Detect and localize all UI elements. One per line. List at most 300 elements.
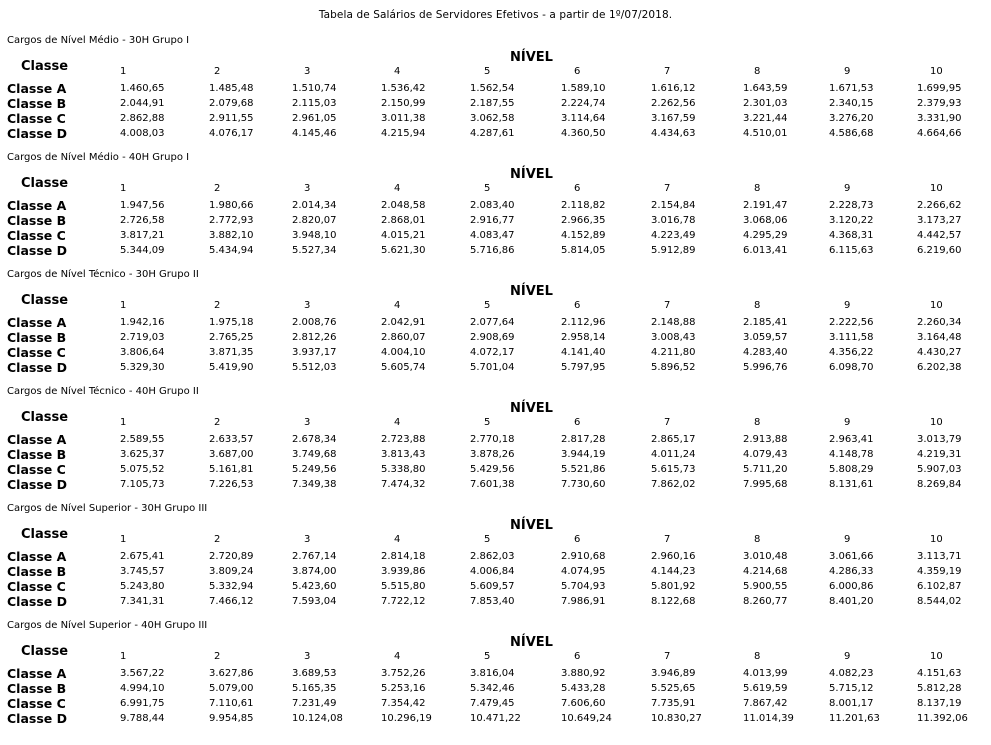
class-label: Classe A xyxy=(7,432,67,447)
salary-cell: 2.911,55 xyxy=(209,113,254,124)
class-label: Classe B xyxy=(7,96,67,111)
salary-cell: 5.342,46 xyxy=(470,683,515,694)
salary-cell: 5.512,03 xyxy=(292,362,337,373)
salary-cell: 6.991,75 xyxy=(120,698,165,709)
salary-cell: 2.910,68 xyxy=(561,551,606,562)
salary-cell: 4.510,01 xyxy=(743,128,788,139)
classe-header: Classe xyxy=(21,59,69,74)
salary-cell: 5.075,52 xyxy=(120,464,165,475)
class-label: Classe A xyxy=(7,549,67,564)
level-number: 8 xyxy=(754,66,761,77)
salary-cell: 2.048,58 xyxy=(381,200,426,211)
salary-cell: 4.286,33 xyxy=(829,566,874,577)
salary-cell: 1.485,48 xyxy=(209,83,254,94)
salary-cell: 7.601,38 xyxy=(470,479,515,490)
level-number: 10 xyxy=(930,300,943,311)
salary-section xyxy=(0,152,991,269)
level-number: 9 xyxy=(844,183,851,194)
salary-cell: 6.013,41 xyxy=(743,245,788,256)
salary-cell: 2.148,88 xyxy=(651,317,696,328)
class-label: Classe D xyxy=(7,360,67,375)
page-title: Tabela de Salários de Servidores Efetivos - a partir de 1º/07/2018. xyxy=(318,9,673,21)
salary-section xyxy=(0,620,991,737)
salary-cell: 5.243,80 xyxy=(120,581,165,592)
salary-cell: 7.231,49 xyxy=(292,698,337,709)
salary-cell: 2.191,47 xyxy=(743,200,788,211)
table-row xyxy=(0,243,991,258)
salary-cell: 3.111,58 xyxy=(829,332,874,343)
salary-cell: 4.223,49 xyxy=(651,230,696,241)
salary-cell: 5.329,30 xyxy=(120,362,165,373)
salary-cell: 3.937,17 xyxy=(292,347,337,358)
salary-cell: 4.214,68 xyxy=(743,566,788,577)
salary-cell: 1.616,12 xyxy=(651,83,696,94)
salary-cell: 2.719,03 xyxy=(120,332,165,343)
classe-header: Classe xyxy=(21,293,69,308)
salary-cell: 7.354,42 xyxy=(381,698,426,709)
salary-cell: 7.105,73 xyxy=(120,479,165,490)
salary-cell: 5.900,55 xyxy=(743,581,788,592)
salary-cell: 5.429,56 xyxy=(470,464,515,475)
salary-cell: 3.806,64 xyxy=(120,347,165,358)
salary-cell: 2.077,64 xyxy=(470,317,515,328)
level-number: 2 xyxy=(214,417,221,428)
level-number: 4 xyxy=(394,183,401,194)
classe-header: Classe xyxy=(21,176,69,191)
salary-cell: 7.853,40 xyxy=(470,596,515,607)
salary-cell: 10.649,24 xyxy=(561,713,612,724)
salary-cell: 3.871,35 xyxy=(209,347,254,358)
level-number: 6 xyxy=(574,183,581,194)
salary-cell: 2.044,91 xyxy=(120,98,165,109)
salary-cell: 5.515,80 xyxy=(381,581,426,592)
salary-cell: 4.011,24 xyxy=(651,449,696,460)
salary-cell: 3.061,66 xyxy=(829,551,874,562)
salary-cell: 7.474,32 xyxy=(381,479,426,490)
salary-cell: 3.010,48 xyxy=(743,551,788,562)
salary-cell: 5.253,16 xyxy=(381,683,426,694)
salary-cell: 5.812,28 xyxy=(917,683,962,694)
salary-cell: 3.882,10 xyxy=(209,230,254,241)
salary-cell: 4.152,89 xyxy=(561,230,606,241)
salary-section xyxy=(0,503,991,620)
nivel-header: NÍVEL xyxy=(510,518,553,533)
table-row xyxy=(0,579,991,594)
salary-cell: 1.980,66 xyxy=(209,200,254,211)
table-row xyxy=(0,126,991,141)
salary-cell: 2.118,82 xyxy=(561,200,606,211)
salary-cell: 10.296,19 xyxy=(381,713,432,724)
salary-cell: 10.830,27 xyxy=(651,713,702,724)
salary-cell: 4.442,57 xyxy=(917,230,962,241)
class-label: Classe C xyxy=(7,111,66,126)
level-number: 1 xyxy=(120,417,127,428)
salary-cell: 4.082,23 xyxy=(829,668,874,679)
level-number: 8 xyxy=(754,183,761,194)
salary-cell: 3.120,22 xyxy=(829,215,874,226)
salary-cell: 5.996,76 xyxy=(743,362,788,373)
salary-cell: 4.145,46 xyxy=(292,128,337,139)
table-row xyxy=(0,477,991,492)
salary-cell: 2.187,55 xyxy=(470,98,515,109)
salary-cell: 5.332,94 xyxy=(209,581,254,592)
level-number: 9 xyxy=(844,534,851,545)
section-title: Cargos de Nível Médio - 40H Grupo I xyxy=(7,152,190,163)
salary-cell: 5.609,57 xyxy=(470,581,515,592)
salary-cell: 2.865,17 xyxy=(651,434,696,445)
table-row xyxy=(0,198,991,213)
level-number: 10 xyxy=(930,183,943,194)
table-row xyxy=(0,345,991,360)
level-number: 4 xyxy=(394,300,401,311)
nivel-header: NÍVEL xyxy=(510,635,553,650)
table-row xyxy=(0,666,991,681)
salary-cell: 3.113,71 xyxy=(917,551,962,562)
salary-cell: 4.141,40 xyxy=(561,347,606,358)
salary-cell: 7.722,12 xyxy=(381,596,426,607)
class-label: Classe B xyxy=(7,330,67,345)
salary-cell: 3.011,38 xyxy=(381,113,426,124)
level-number: 3 xyxy=(304,66,311,77)
salary-cell: 8.260,77 xyxy=(743,596,788,607)
class-label: Classe A xyxy=(7,666,67,681)
salary-cell: 5.619,59 xyxy=(743,683,788,694)
salary-cell: 2.913,88 xyxy=(743,434,788,445)
class-label: Classe B xyxy=(7,564,67,579)
salary-cell: 2.079,68 xyxy=(209,98,254,109)
level-number: 10 xyxy=(930,534,943,545)
salary-cell: 2.958,14 xyxy=(561,332,606,343)
level-number: 9 xyxy=(844,300,851,311)
salary-cell: 5.715,12 xyxy=(829,683,874,694)
salary-cell: 3.816,04 xyxy=(470,668,515,679)
salary-cell: 5.814,05 xyxy=(561,245,606,256)
salary-cell: 2.726,58 xyxy=(120,215,165,226)
salary-cell: 2.770,18 xyxy=(470,434,515,445)
level-number: 7 xyxy=(664,300,671,311)
salary-cell: 8.401,20 xyxy=(829,596,874,607)
nivel-header: NÍVEL xyxy=(510,50,553,65)
salary-cell: 4.368,31 xyxy=(829,230,874,241)
salary-cell: 5.615,73 xyxy=(651,464,696,475)
level-number: 6 xyxy=(574,534,581,545)
salary-cell: 5.338,80 xyxy=(381,464,426,475)
table-row xyxy=(0,111,991,126)
level-number: 7 xyxy=(664,417,671,428)
salary-cell: 3.813,43 xyxy=(381,449,426,460)
level-number: 6 xyxy=(574,66,581,77)
salary-cell: 5.801,92 xyxy=(651,581,696,592)
class-label: Classe A xyxy=(7,315,67,330)
salary-cell: 3.817,21 xyxy=(120,230,165,241)
level-number: 2 xyxy=(214,66,221,77)
salary-cell: 4.144,23 xyxy=(651,566,696,577)
level-number: 8 xyxy=(754,300,761,311)
salary-cell: 3.627,86 xyxy=(209,668,254,679)
salary-cell: 4.359,19 xyxy=(917,566,962,577)
salary-cell: 5.165,35 xyxy=(292,683,337,694)
salary-cell: 2.185,41 xyxy=(743,317,788,328)
salary-cell: 4.015,21 xyxy=(381,230,426,241)
level-number: 9 xyxy=(844,651,851,662)
level-number: 8 xyxy=(754,534,761,545)
salary-cell: 2.678,34 xyxy=(292,434,337,445)
salary-cell: 10.124,08 xyxy=(292,713,343,724)
section-title: Cargos de Nível Técnico - 30H Grupo II xyxy=(7,269,199,280)
salary-cell: 5.423,60 xyxy=(292,581,337,592)
classe-header: Classe xyxy=(21,410,69,425)
salary-cell: 1.536,42 xyxy=(381,83,426,94)
salary-cell: 7.606,60 xyxy=(561,698,606,709)
salary-cell: 5.249,56 xyxy=(292,464,337,475)
table-row xyxy=(0,213,991,228)
level-number: 10 xyxy=(930,651,943,662)
salary-cell: 2.916,77 xyxy=(470,215,515,226)
class-label: Classe C xyxy=(7,345,66,360)
salary-cell: 5.896,52 xyxy=(651,362,696,373)
level-number: 3 xyxy=(304,417,311,428)
salary-cell: 7.735,91 xyxy=(651,698,696,709)
salary-cell: 2.083,40 xyxy=(470,200,515,211)
salary-cell: 6.102,87 xyxy=(917,581,962,592)
salary-cell: 1.460,65 xyxy=(120,83,165,94)
salary-cell: 4.586,68 xyxy=(829,128,874,139)
class-label: Classe C xyxy=(7,462,66,477)
salary-cell: 2.961,05 xyxy=(292,113,337,124)
salary-cell: 1.643,59 xyxy=(743,83,788,94)
level-number: 5 xyxy=(484,651,491,662)
table-row xyxy=(0,549,991,564)
nivel-header: NÍVEL xyxy=(510,284,553,299)
salary-cell: 5.907,03 xyxy=(917,464,962,475)
salary-cell: 3.752,26 xyxy=(381,668,426,679)
level-number: 6 xyxy=(574,300,581,311)
salary-cell: 1.699,95 xyxy=(917,83,962,94)
salary-cell: 8.269,84 xyxy=(917,479,962,490)
level-number: 4 xyxy=(394,66,401,77)
level-number: 4 xyxy=(394,651,401,662)
level-number: 1 xyxy=(120,300,127,311)
section-title: Cargos de Nível Técnico - 40H Grupo II xyxy=(7,386,199,397)
salary-cell: 3.689,53 xyxy=(292,668,337,679)
salary-cell: 2.868,01 xyxy=(381,215,426,226)
salary-section xyxy=(0,386,991,503)
salary-cell: 3.809,24 xyxy=(209,566,254,577)
nivel-header: NÍVEL xyxy=(510,167,553,182)
salary-cell: 3.068,06 xyxy=(743,215,788,226)
level-number: 1 xyxy=(120,651,127,662)
salary-cell: 1.510,74 xyxy=(292,83,337,94)
salary-cell: 4.079,43 xyxy=(743,449,788,460)
salary-cell: 1.975,18 xyxy=(209,317,254,328)
salary-cell: 1.671,53 xyxy=(829,83,874,94)
salary-cell: 9.954,85 xyxy=(209,713,254,724)
salary-cell: 3.939,86 xyxy=(381,566,426,577)
salary-cell: 2.150,99 xyxy=(381,98,426,109)
salary-cell: 5.808,29 xyxy=(829,464,874,475)
salary-cell: 3.276,20 xyxy=(829,113,874,124)
salary-cell: 11.201,63 xyxy=(829,713,880,724)
salary-cell: 8.122,68 xyxy=(651,596,696,607)
salary-cell: 8.001,17 xyxy=(829,698,874,709)
salary-cell: 2.042,91 xyxy=(381,317,426,328)
table-row xyxy=(0,564,991,579)
salary-cell: 2.262,56 xyxy=(651,98,696,109)
salary-cell: 3.173,27 xyxy=(917,215,962,226)
salary-cell: 2.908,69 xyxy=(470,332,515,343)
salary-cell: 7.867,42 xyxy=(743,698,788,709)
level-number: 7 xyxy=(664,651,671,662)
table-row xyxy=(0,81,991,96)
table-row xyxy=(0,711,991,726)
table-row xyxy=(0,696,991,711)
class-label: Classe C xyxy=(7,696,66,711)
classe-header: Classe xyxy=(21,527,69,542)
salary-cell: 11.392,06 xyxy=(917,713,968,724)
level-number: 7 xyxy=(664,183,671,194)
salary-cell: 2.340,15 xyxy=(829,98,874,109)
salary-cell: 4.430,27 xyxy=(917,347,962,358)
salary-cell: 2.814,18 xyxy=(381,551,426,562)
salary-cell: 5.079,00 xyxy=(209,683,254,694)
salary-cell: 5.434,94 xyxy=(209,245,254,256)
classe-header: Classe xyxy=(21,644,69,659)
salary-cell: 7.995,68 xyxy=(743,479,788,490)
salary-section xyxy=(0,35,991,152)
salary-cell: 1.947,56 xyxy=(120,200,165,211)
section-title: Cargos de Nível Médio - 30H Grupo I xyxy=(7,35,190,46)
level-number: 8 xyxy=(754,417,761,428)
salary-cell: 3.167,59 xyxy=(651,113,696,124)
table-row xyxy=(0,447,991,462)
salary-cell: 4.994,10 xyxy=(120,683,165,694)
salary-cell: 7.466,12 xyxy=(209,596,254,607)
salary-cell: 2.963,41 xyxy=(829,434,874,445)
level-number: 9 xyxy=(844,417,851,428)
salary-cell: 1.562,54 xyxy=(470,83,515,94)
salary-section xyxy=(0,269,991,386)
level-number: 3 xyxy=(304,651,311,662)
salary-cell: 3.008,43 xyxy=(651,332,696,343)
salary-cell: 4.215,94 xyxy=(381,128,426,139)
level-number: 9 xyxy=(844,66,851,77)
salary-cell: 6.098,70 xyxy=(829,362,874,373)
level-number: 2 xyxy=(214,651,221,662)
salary-cell: 2.862,88 xyxy=(120,113,165,124)
level-number: 7 xyxy=(664,66,671,77)
table-row xyxy=(0,462,991,477)
salary-cell: 4.013,99 xyxy=(743,668,788,679)
salary-cell: 2.633,57 xyxy=(209,434,254,445)
class-label: Classe D xyxy=(7,243,67,258)
salary-cell: 5.527,34 xyxy=(292,245,337,256)
salary-cell: 10.471,22 xyxy=(470,713,521,724)
level-number: 5 xyxy=(484,183,491,194)
section-title: Cargos de Nível Superior - 40H Grupo III xyxy=(7,620,208,631)
level-number: 1 xyxy=(120,183,127,194)
salary-cell: 6.000,86 xyxy=(829,581,874,592)
salary-cell: 2.154,84 xyxy=(651,200,696,211)
table-row xyxy=(0,681,991,696)
section-title: Cargos de Nível Superior - 30H Grupo III xyxy=(7,503,208,514)
salary-cell: 8.544,02 xyxy=(917,596,962,607)
salary-cell: 5.521,86 xyxy=(561,464,606,475)
salary-cell: 3.749,68 xyxy=(292,449,337,460)
salary-cell: 3.745,57 xyxy=(120,566,165,577)
salary-cell: 6.219,60 xyxy=(917,245,962,256)
salary-cell: 4.072,17 xyxy=(470,347,515,358)
level-number: 3 xyxy=(304,300,311,311)
salary-cell: 7.593,04 xyxy=(292,596,337,607)
salary-cell: 2.817,28 xyxy=(561,434,606,445)
salary-cell: 2.228,73 xyxy=(829,200,874,211)
salary-cell: 2.260,34 xyxy=(917,317,962,328)
nivel-header: NÍVEL xyxy=(510,401,553,416)
salary-cell: 4.148,78 xyxy=(829,449,874,460)
level-number: 6 xyxy=(574,417,581,428)
table-row xyxy=(0,360,991,375)
salary-cell: 3.944,19 xyxy=(561,449,606,460)
salary-cell: 4.076,17 xyxy=(209,128,254,139)
salary-cell: 6.202,38 xyxy=(917,362,962,373)
salary-cell: 2.862,03 xyxy=(470,551,515,562)
salary-cell: 2.720,89 xyxy=(209,551,254,562)
salary-cell: 3.062,58 xyxy=(470,113,515,124)
salary-cell: 3.687,00 xyxy=(209,449,254,460)
salary-cell: 2.960,16 xyxy=(651,551,696,562)
salary-cell: 2.589,55 xyxy=(120,434,165,445)
table-row xyxy=(0,330,991,345)
level-number: 2 xyxy=(214,183,221,194)
salary-cell: 3.013,79 xyxy=(917,434,962,445)
salary-cell: 3.016,78 xyxy=(651,215,696,226)
salary-cell: 5.701,04 xyxy=(470,362,515,373)
salary-cell: 4.151,63 xyxy=(917,668,962,679)
salary-cell: 2.675,41 xyxy=(120,551,165,562)
level-number: 8 xyxy=(754,651,761,662)
class-label: Classe B xyxy=(7,447,67,462)
level-number: 5 xyxy=(484,534,491,545)
salary-cell: 5.716,86 xyxy=(470,245,515,256)
level-number: 6 xyxy=(574,651,581,662)
table-row xyxy=(0,432,991,447)
salary-cell: 4.074,95 xyxy=(561,566,606,577)
level-number: 2 xyxy=(214,300,221,311)
table-row xyxy=(0,228,991,243)
level-number: 7 xyxy=(664,534,671,545)
salary-cell: 3.164,48 xyxy=(917,332,962,343)
salary-cell: 2.301,03 xyxy=(743,98,788,109)
level-number: 10 xyxy=(930,66,943,77)
salary-cell: 5.605,74 xyxy=(381,362,426,373)
level-number: 4 xyxy=(394,534,401,545)
salary-cell: 2.008,76 xyxy=(292,317,337,328)
class-label: Classe C xyxy=(7,579,66,594)
salary-cell: 3.625,37 xyxy=(120,449,165,460)
salary-cell: 3.874,00 xyxy=(292,566,337,577)
salary-cell: 2.222,56 xyxy=(829,317,874,328)
salary-cell: 3.880,92 xyxy=(561,668,606,679)
salary-cell: 1.589,10 xyxy=(561,83,606,94)
salary-cell: 2.966,35 xyxy=(561,215,606,226)
salary-cell: 7.862,02 xyxy=(651,479,696,490)
class-label: Classe A xyxy=(7,198,67,213)
salary-cell: 3.221,44 xyxy=(743,113,788,124)
class-label: Classe B xyxy=(7,213,67,228)
salary-cell: 3.946,89 xyxy=(651,668,696,679)
salary-cell: 3.059,57 xyxy=(743,332,788,343)
salary-cell: 5.912,89 xyxy=(651,245,696,256)
